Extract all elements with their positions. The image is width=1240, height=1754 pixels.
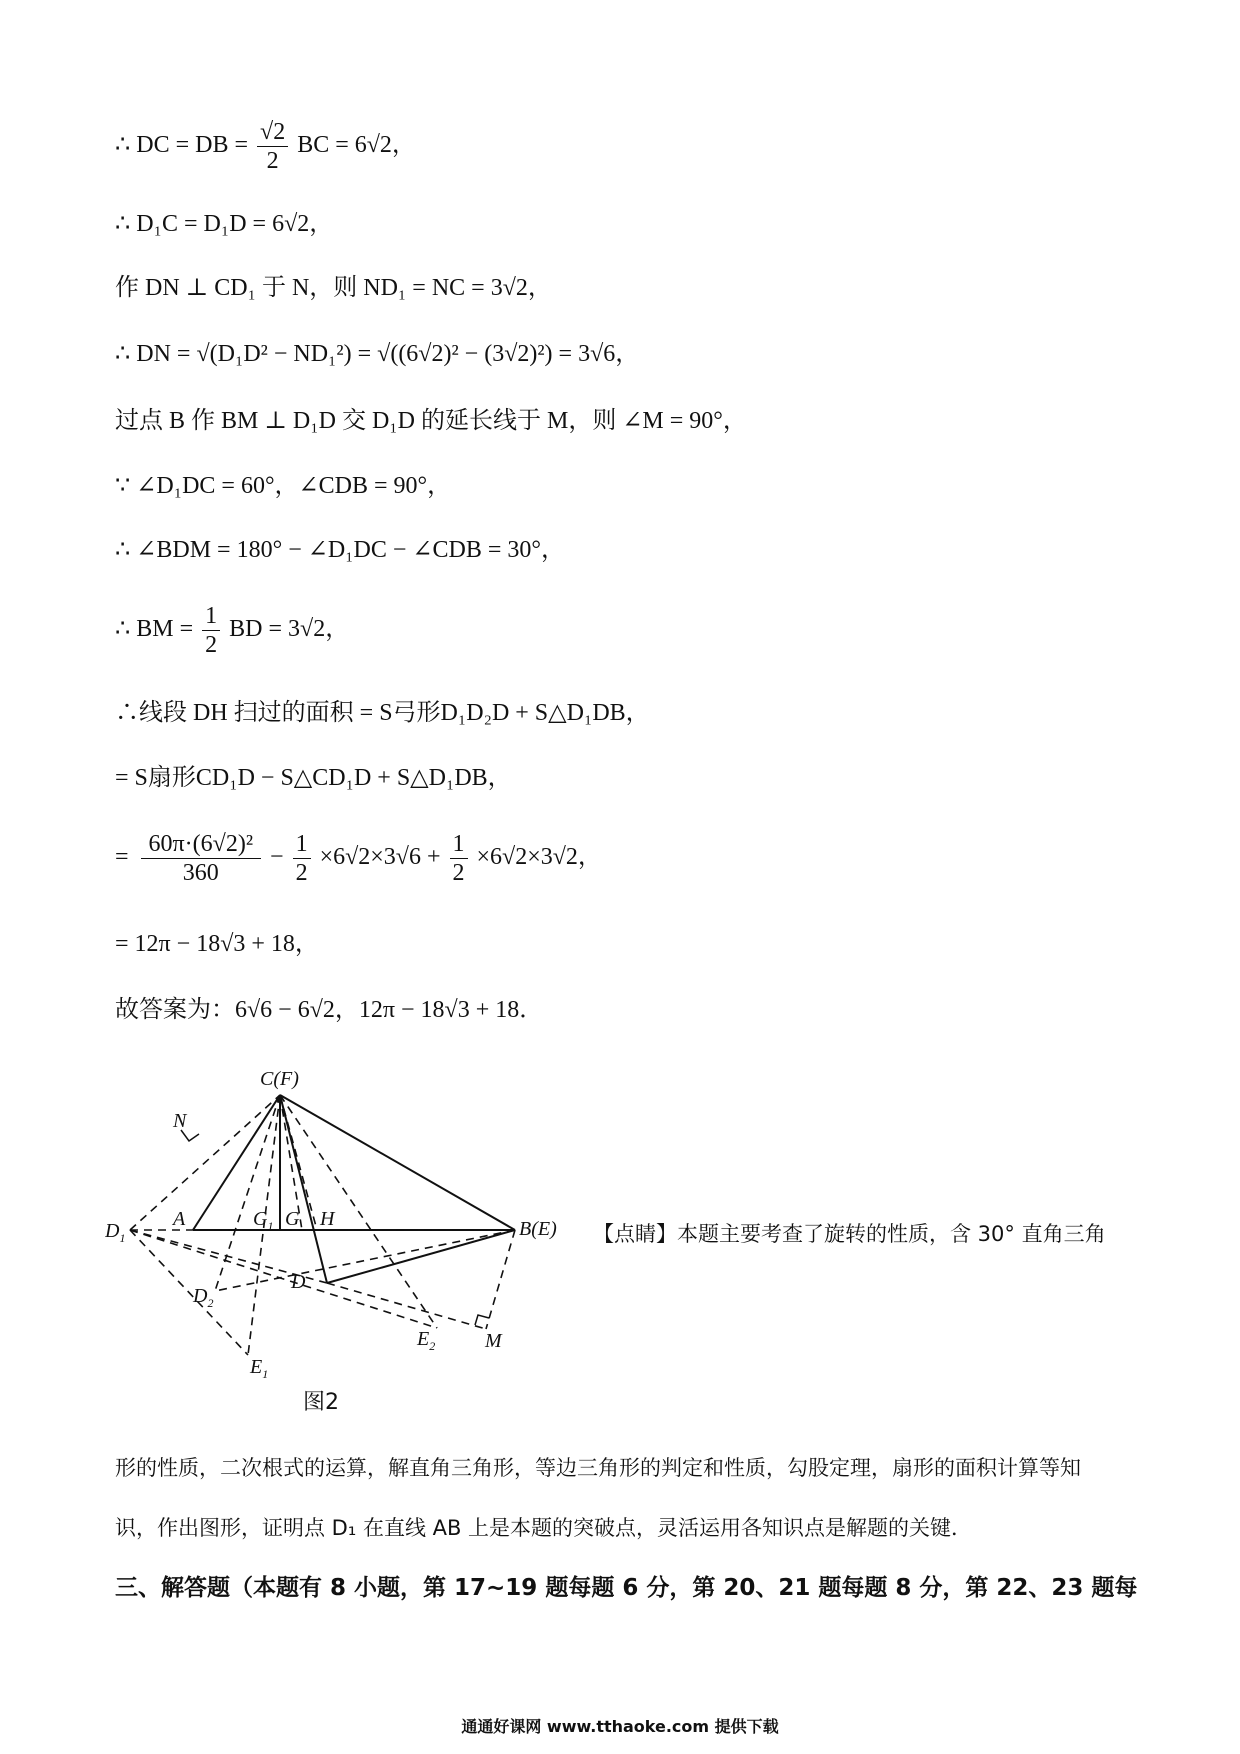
label-D2: $D_2$: [193, 1285, 214, 1310]
right-angle-mark-M: [475, 1315, 489, 1325]
segment-DB: [327, 1230, 515, 1283]
fraction-denominator: 2: [295, 860, 308, 886]
solution-line-9: ∴线段 DH 扫过的面积 = S弓形D₁D₂D + S△D₁DB，: [115, 700, 650, 726]
label-M: M: [485, 1330, 502, 1352]
solution-line-7: ∴ ∠BDM = 180° − ∠D₁DC − ∠CDB = 30°，: [115, 537, 565, 563]
equals-sign: =: [115, 844, 129, 871]
line1-lhs: ∴ DC = DB =: [115, 132, 249, 159]
fraction-one-half: [202, 602, 220, 659]
dashed-BM: [486, 1230, 515, 1329]
fraction-denominator: 2: [205, 632, 218, 658]
minus-sign: −: [270, 844, 284, 871]
solution-line-5: 过点 B 作 BM ⊥ D₁D 交 D₁D 的延长线于 M，则 ∠M = 90°，: [115, 408, 747, 434]
comment-line-3: 识，作出图形，证明点 D₁ 在直线 AB 上是本题的突破点，灵活运用各知识点是解题的关键．: [115, 1516, 973, 1540]
fraction-numerator: √2: [257, 118, 288, 147]
fraction-numerator: 1: [202, 602, 220, 631]
fraction-denominator: 360: [182, 860, 219, 886]
section-title: 三、解答题（本题有 8 小题，第 17~19 题每题 6 分，第 20、21 题每题 8 分，第 22、23 题每: [115, 1575, 1138, 1601]
solution-line-4: ∴ DN = √(D₁D² − ND₁²) = √((6√2)² − (3√2)²) = 3√6，: [115, 341, 640, 367]
fraction-half-1: [293, 830, 311, 887]
segment-CB: [280, 1095, 515, 1230]
dashed-BD2: [215, 1230, 515, 1291]
fraction-denominator: 2: [452, 860, 465, 886]
label-C: C(F): [260, 1068, 299, 1090]
label-B: B(E): [519, 1218, 557, 1240]
solution-line-3: 作 DN ⊥ CD₁ 于 N，则 ND₁ = NC = 3√2，: [115, 275, 552, 301]
label-H: H: [320, 1208, 335, 1230]
line1-rhs: BC = 6√2，: [297, 132, 416, 159]
answer-line: 故答案为：6√6 − 6√2，12π − 18√3 + 18．: [115, 997, 544, 1023]
solution-line-11: [115, 830, 602, 887]
line8-rhs: BD = 3√2，: [229, 616, 350, 643]
fraction-sector-area: [141, 830, 261, 887]
dashed-DM: [327, 1283, 486, 1329]
comment-head: 【点睛】本题主要考查了旋转的性质，含 30° 直角三角: [593, 1222, 1106, 1246]
label-A: A: [173, 1208, 186, 1230]
fraction-numerator: 1: [293, 830, 311, 859]
solution-line-12: = 12π − 18√3 + 18，: [115, 931, 319, 957]
label-D1: $D_1$: [105, 1220, 126, 1245]
solution-line-10: = S扇形CD₁D − S△CD₁D + S△D₁DB，: [115, 765, 512, 791]
fraction-sqrt2-over-2: [257, 118, 288, 175]
label-E1: $E_1$: [250, 1356, 269, 1381]
dashed-CE2: [280, 1095, 437, 1328]
product-term-1: ×6√2×3√6 +: [319, 844, 441, 871]
product-term-2: ×6√2×3√2，: [476, 844, 602, 871]
figure-caption: 图2: [303, 1390, 339, 1415]
solution-line-1: [115, 118, 416, 175]
line8-lhs: ∴ BM =: [115, 616, 194, 643]
fraction-numerator: 1: [450, 830, 468, 859]
dashed-D1E2: [130, 1230, 437, 1328]
geometry-figure: [105, 1055, 565, 1385]
label-D: D: [291, 1271, 306, 1293]
label-G: G: [285, 1208, 300, 1230]
comment-line-2: 形的性质，二次根式的运算，解直角三角形，等边三角形的判定和性质，勾股定理，扇形的面积计算等知: [115, 1456, 1081, 1480]
label-G1: $G_1$: [253, 1208, 274, 1233]
label-E2: $E_2$: [417, 1328, 436, 1353]
solution-line-8: [115, 602, 349, 659]
label-N: N: [173, 1110, 187, 1132]
solution-line-6: ∵ ∠D₁DC = 60°，∠CDB = 90°，: [115, 473, 452, 499]
page-footer: 通通好课网 www.tthaoke.com 提供下载: [461, 1717, 779, 1736]
solution-line-2: ∴ D₁C = D₁D = 6√2，: [115, 211, 334, 237]
fraction-denominator: 2: [266, 148, 279, 174]
fraction-half-2: [450, 830, 468, 887]
fraction-numerator: 60π·(6√2)²: [141, 830, 261, 859]
